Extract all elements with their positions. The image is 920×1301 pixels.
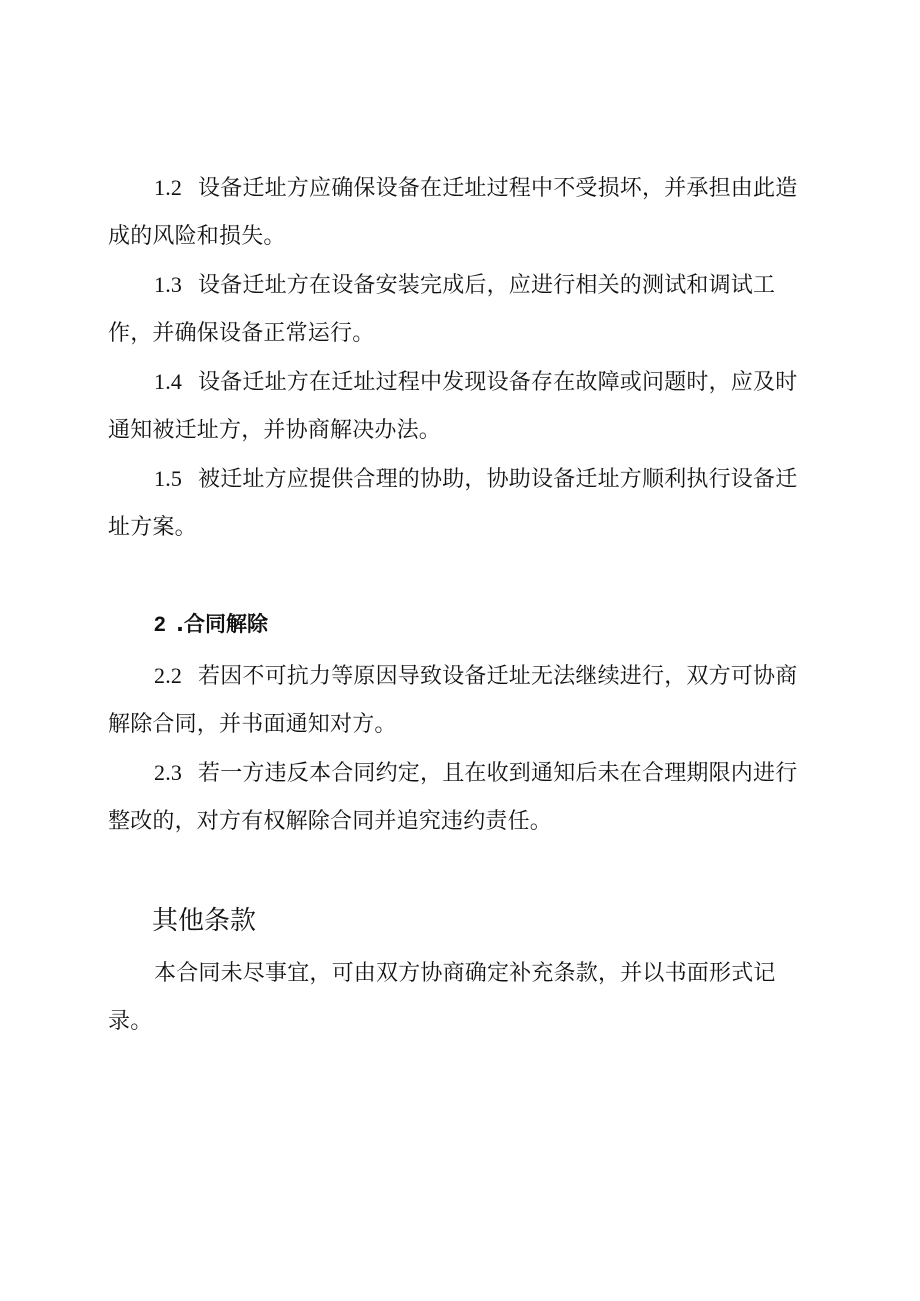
clause-number: 2.2 bbox=[154, 663, 183, 688]
clause-2-3 bbox=[108, 749, 808, 846]
clause-2-2 bbox=[108, 652, 808, 749]
clause-number: 1.5 bbox=[154, 466, 183, 491]
clause-text: 被迁址方应提供合理的协助，协助设备迁址方顺利执行设备迁址方案。 bbox=[108, 467, 798, 540]
clause-number: 2.3 bbox=[154, 760, 183, 785]
clause-1-5 bbox=[108, 455, 808, 552]
section-title: .合同解除 bbox=[176, 612, 268, 636]
clause-1-2 bbox=[108, 164, 808, 261]
section-heading-contract-termination bbox=[154, 608, 268, 638]
clause-text: 设备迁址方应确保设备在迁址过程中不受损坏，并承担由此造成的风险和损失。 bbox=[108, 176, 798, 249]
section-number: 2 bbox=[154, 613, 166, 636]
clause-1-4 bbox=[108, 358, 808, 455]
clause-text: 设备迁址方在设备安装完成后，应进行相关的测试和调试工作，并确保设备正常运行。 bbox=[108, 273, 776, 346]
section-heading-other-terms: 其他条款 bbox=[152, 906, 257, 936]
other-terms-paragraph: 本合同未尽事宜，可由双方协商确定补充条款，并以书面形式记录。 bbox=[108, 961, 776, 1034]
clause-number: 1.2 bbox=[154, 175, 183, 200]
clause-text: 若一方违反本合同约定，且在收到通知后未在合理期限内进行整改的，对方有权解除合同并追究违约责任。 bbox=[108, 761, 798, 834]
clause-text: 设备迁址方在迁址过程中发现设备存在故障或问题时，应及时通知被迁址方，并协商解决办法。 bbox=[108, 370, 798, 443]
clause-text: 若因不可抗力等原因导致设备迁址无法继续进行，双方可协商解除合同，并书面通知对方。 bbox=[108, 664, 798, 737]
clause-number: 1.4 bbox=[154, 369, 183, 394]
clause-1-3 bbox=[108, 261, 808, 358]
clause-number: 1.3 bbox=[154, 272, 183, 297]
